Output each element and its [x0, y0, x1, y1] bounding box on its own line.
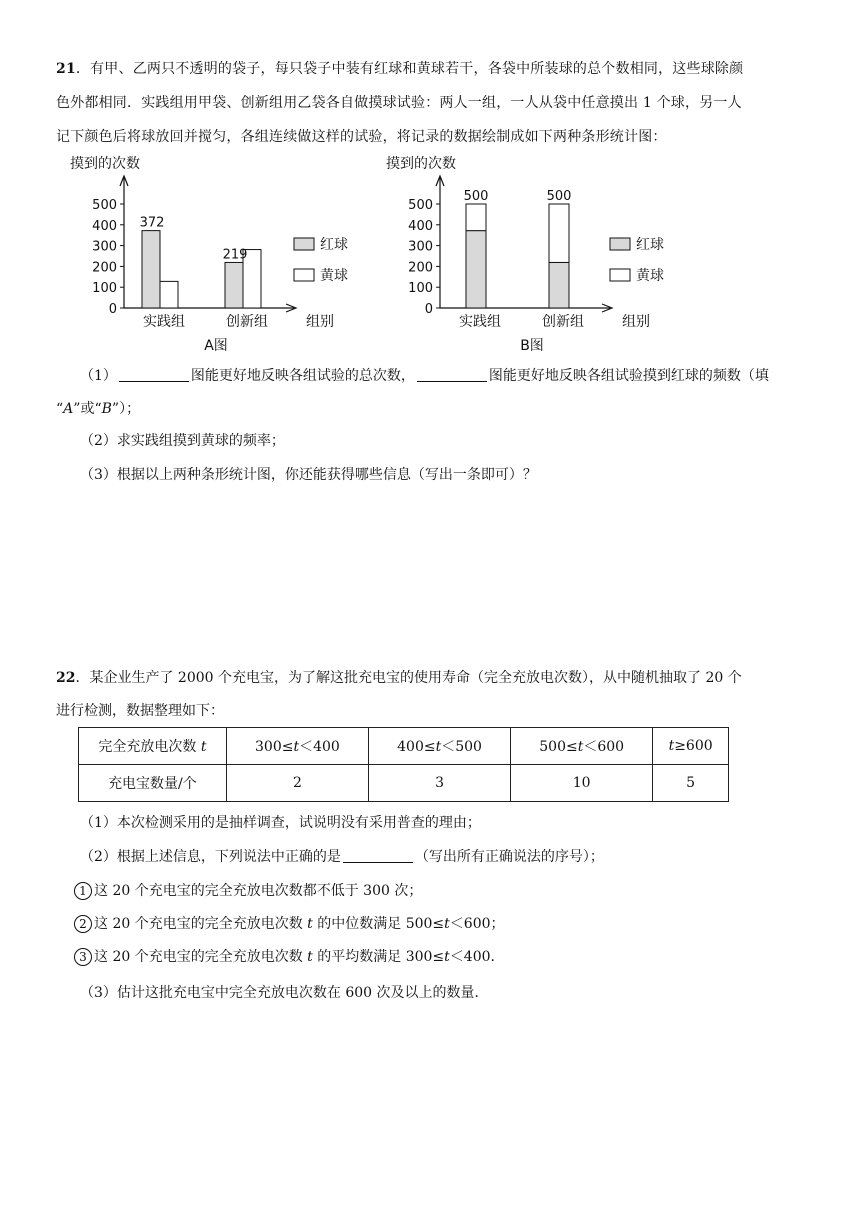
chart-caption: B图	[520, 338, 544, 354]
table-header-label: 完全充放电次数 t	[79, 728, 227, 765]
y-tick-label: 200	[408, 260, 433, 276]
q21-part3: （3）根据以上两种条形统计图，你还能获得哪些信息（写出一条即可）？	[80, 467, 537, 483]
q22-option-2: 2 这 20 个充电宝的完全充放电次数 t 的中位数满足 500≤t＜600；	[74, 914, 814, 934]
chart-caption: A图	[204, 338, 228, 354]
y-tick-label: 500	[408, 198, 433, 213]
q22-option-3: 3 这 20 个充电宝的完全充放电次数 t 的平均数满足 300≤t＜400．	[74, 947, 814, 967]
q21-intro-line-2: 色外都相同．实践组用甲袋、创新组用乙袋各自做摸球试验：两人一组，一人从袋中任意摸出 1 个球，另一人	[56, 95, 742, 111]
y-tick-label: 0	[424, 302, 433, 317]
chart-a	[56, 150, 376, 360]
bar-red	[142, 231, 160, 308]
table-count-row	[79, 765, 729, 802]
q21-intro-line-1: 21．有甲、乙两只不透明的袋子，每只袋子中装有红球和黄球若干，各袋中所装球的总个数相同，这些球除颜	[56, 61, 744, 77]
legend-label-red: 红球	[320, 237, 348, 253]
category-label: 实践组	[459, 314, 501, 330]
data-label: 500	[463, 189, 489, 204]
q22-intro-line-1: 22．某企业生产了 2000 个充电宝，为了解这批充电宝的使用寿命（完全充放电次数），从中随机抽取了 20 个	[56, 670, 742, 686]
q21-number: 21	[56, 61, 76, 77]
table-range-cell: t≥600	[653, 728, 729, 765]
y-tick-label: 100	[92, 281, 117, 297]
bar-yellow	[549, 204, 569, 262]
q21-part1: （1） 图能更好地反映各组试验的总次数， 图能更好地反映各组试验摸到红球的频数（填	[80, 368, 769, 384]
chart-b	[372, 150, 692, 360]
y-tick-label: 100	[408, 281, 433, 297]
category-label: 创新组	[226, 314, 268, 330]
x-axis-label: 组别	[306, 314, 334, 330]
y-tick-label: 0	[108, 302, 117, 317]
q21-text-1: 有甲、乙两只不透明的袋子，每只袋子中装有红球和黄球若干，各袋中所装球的总个数相同，这些球除颜	[90, 61, 744, 77]
table-count-cell: 5	[653, 765, 729, 802]
y-tick-label: 400	[408, 218, 433, 234]
y-axis-label: 摸到的次数	[386, 156, 456, 172]
q22-part1: （1）本次检测采用的是抽样调查，试说明没有采用普查的理由；	[80, 815, 481, 831]
table-range-cell: 500≤t＜600	[511, 728, 653, 765]
category-label: 创新组	[542, 314, 584, 330]
table-header-row	[79, 728, 729, 765]
q22-part2: （2）根据上述信息，下列说法中正确的是 （写出所有正确说法的序号）；	[80, 849, 604, 865]
data-label: 219	[222, 247, 248, 263]
answer-blank-3[interactable]	[343, 848, 413, 863]
bar-red	[549, 262, 569, 308]
answer-blank-1[interactable]	[119, 367, 189, 382]
x-axis-label: 组别	[622, 314, 650, 330]
q21-part1-cont: “A”或“B”）；	[56, 401, 141, 417]
bar-yellow	[160, 281, 178, 308]
category-label: 实践组	[143, 314, 185, 330]
table-count-cell: 10	[511, 765, 653, 802]
y-tick-label: 500	[92, 198, 117, 213]
q22-intro-line-2: 进行检测，数据整理如下：	[56, 703, 224, 719]
circled-number-1: 1	[74, 882, 92, 900]
legend-swatch-yellow	[610, 269, 630, 281]
legend-label-red: 红球	[636, 237, 664, 253]
legend-label-yellow: 黄球	[320, 268, 348, 284]
q21-intro-line-3: 记下颜色后将球放回并搅匀，各组连续做这样的试验，将记录的数据绘制成如下两种条形统计图：	[56, 129, 667, 145]
table-count-cell: 3	[368, 765, 510, 802]
legend-swatch-red	[610, 238, 630, 250]
table-range-cell: 400≤t＜500	[368, 728, 510, 765]
table-row-label: 充电宝数量/个	[79, 765, 227, 802]
y-tick-label: 300	[92, 239, 117, 255]
bar-red	[225, 262, 243, 308]
q21-part2: （2）求实践组摸到黄球的频率；	[80, 433, 285, 449]
q22-option-1: 1 这 20 个充电宝的完全充放电次数都不低于 300 次；	[74, 881, 814, 901]
y-tick-label: 400	[92, 218, 117, 234]
bar-yellow	[466, 204, 486, 231]
data-label: 500	[546, 189, 572, 204]
y-axis-label: 摸到的次数	[70, 156, 140, 172]
q22-part3: （3）估计这批充电宝中完全充放电次数在 600 次及以上的数量．	[80, 985, 489, 1001]
bar-red	[466, 231, 486, 308]
y-tick-label: 200	[92, 260, 117, 276]
table-range-cell: 300≤t＜400	[226, 728, 368, 765]
legend-swatch-red	[294, 238, 314, 250]
data-label: 372	[139, 215, 165, 231]
q22-number: 22	[56, 670, 76, 686]
table-count-cell: 2	[226, 765, 368, 802]
answer-blank-2[interactable]	[417, 367, 487, 382]
y-tick-label: 300	[408, 239, 433, 255]
circled-number-3: 3	[74, 948, 92, 966]
circled-number-2: 2	[74, 915, 92, 933]
q22-data-table	[78, 727, 729, 802]
legend-label-yellow: 黄球	[636, 268, 664, 284]
legend-swatch-yellow	[294, 269, 314, 281]
